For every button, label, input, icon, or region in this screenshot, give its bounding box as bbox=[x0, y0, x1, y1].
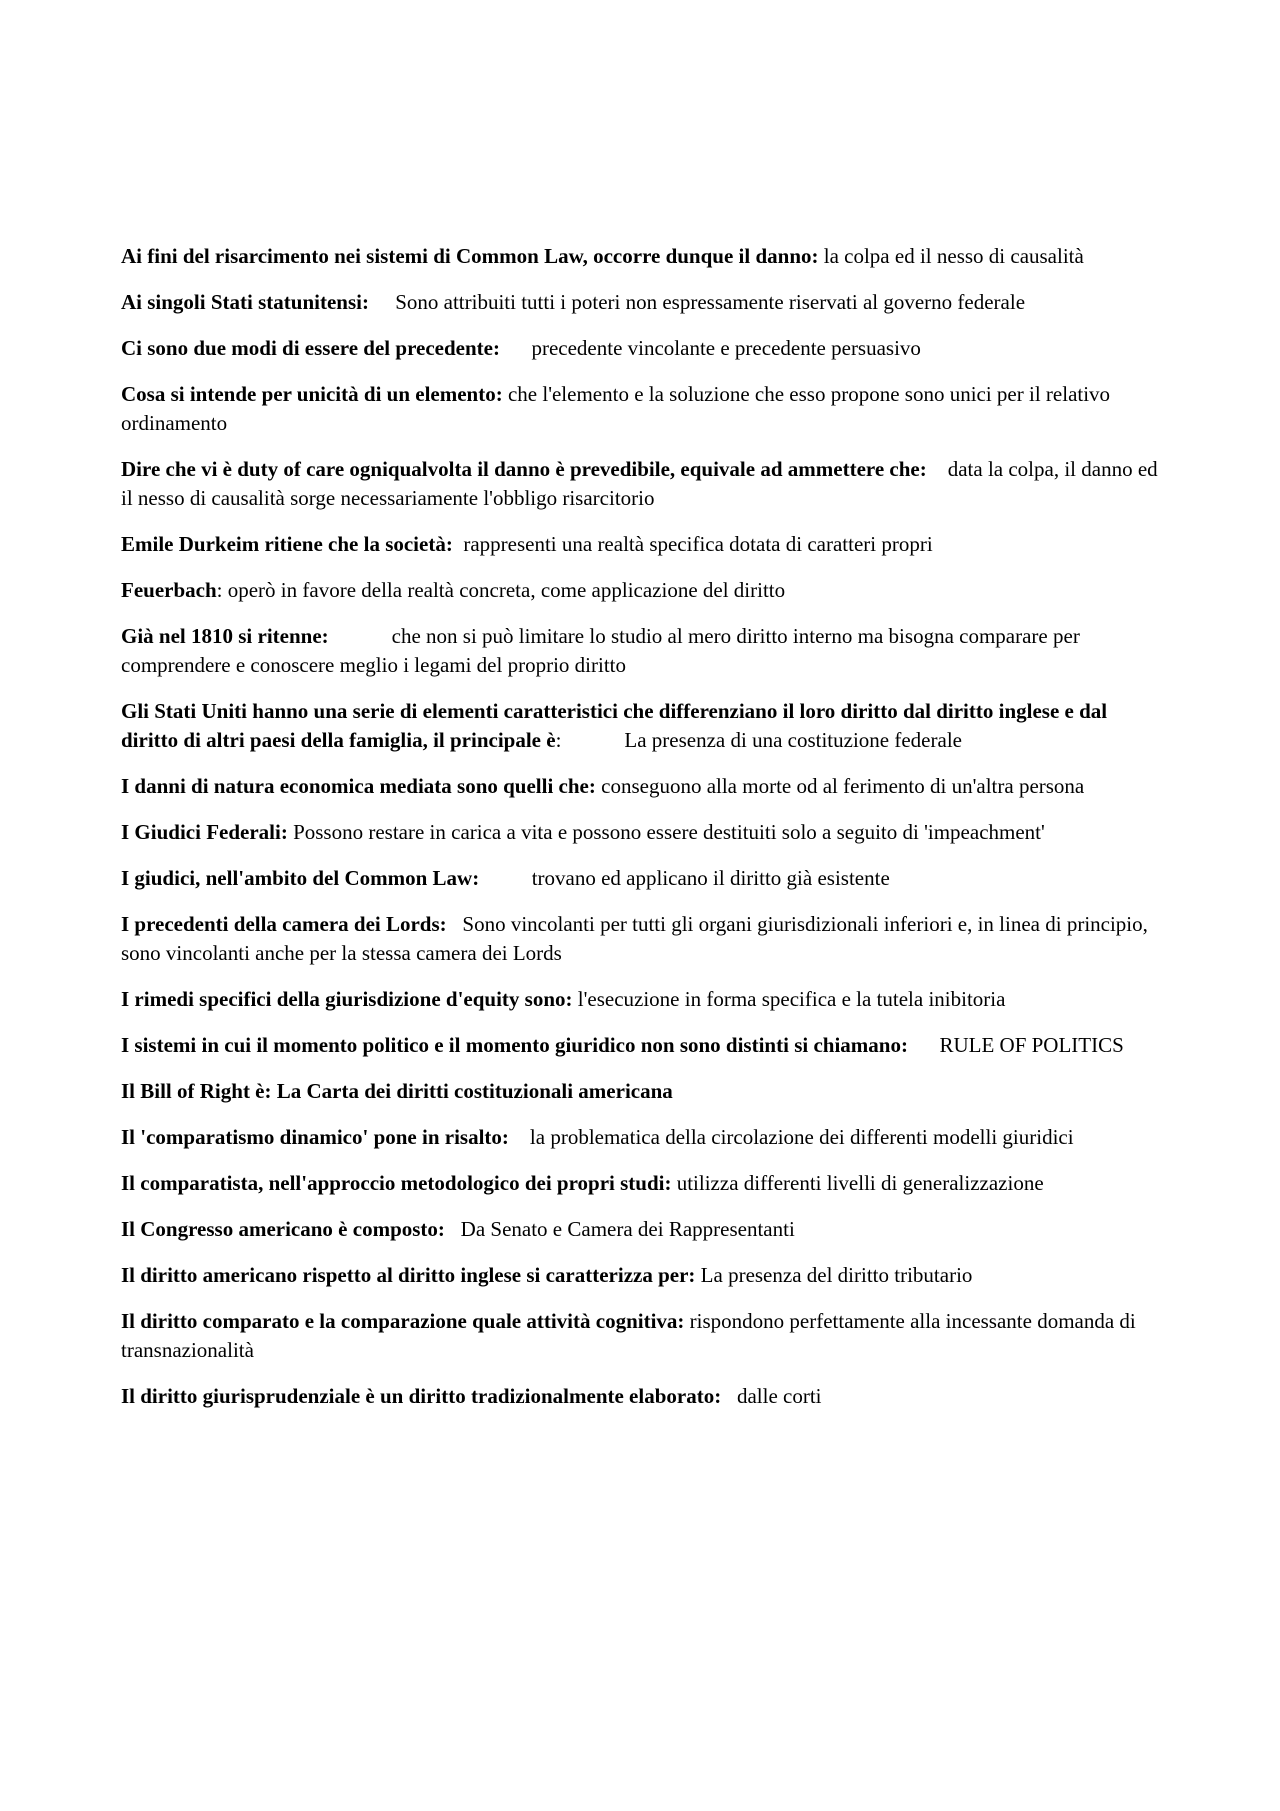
question-text: I rimedi specifici della giurisdizione d'equity sono: bbox=[121, 987, 573, 1011]
qa-entry bbox=[121, 380, 1161, 438]
answer-text: rappresenti una realtà specifica dotata di caratteri propri bbox=[463, 532, 933, 556]
qa-entry bbox=[121, 334, 1161, 363]
answer-text: l'esecuzione in forma specifica e la tutela inibitoria bbox=[577, 987, 1006, 1011]
question-text: I Giudici Federali: bbox=[121, 820, 288, 844]
answer-text: RULE OF POLITICS bbox=[939, 1033, 1124, 1057]
qa-entry bbox=[121, 864, 1161, 893]
separator bbox=[479, 866, 532, 890]
answer-text: la colpa ed il nesso di causalità bbox=[823, 244, 1084, 268]
qa-entry bbox=[121, 985, 1161, 1014]
qa-entry bbox=[121, 697, 1161, 755]
qa-entry bbox=[121, 1169, 1161, 1198]
answer-text: rispondono perfettamente alla incessante domanda di transnazionalità bbox=[121, 1309, 1136, 1362]
question-text: Il diritto giurisprudenziale è un diritto tradizionalmente elaborato: bbox=[121, 1384, 722, 1408]
qa-entry bbox=[121, 242, 1161, 271]
question-text: Già nel 1810 si ritenne: bbox=[121, 624, 329, 648]
qa-entry bbox=[121, 1307, 1161, 1365]
question-text: Dire che vi è duty of care ogniqualvolta il danno è prevedibile, equivale ad ammettere che: bbox=[121, 457, 927, 481]
separator bbox=[927, 457, 948, 481]
answer-text: data la colpa, il danno ed il nesso di causalità sorge necessariamente l'obbligo risarcitorio bbox=[121, 457, 1158, 510]
answer-text: : operò in favore della realtà concreta, come applicazione del diritto bbox=[216, 578, 786, 602]
qa-entry bbox=[121, 455, 1161, 513]
separator bbox=[908, 1033, 940, 1057]
answer-text: : La presenza di una costituzione federale bbox=[555, 728, 962, 752]
answer-text: Sono attribuiti tutti i poteri non espressamente riservati al governo federale bbox=[395, 290, 1026, 314]
answer-text: la problematica della circolazione dei differenti modelli giuridici bbox=[529, 1125, 1074, 1149]
question-text: Il diritto comparato e la comparazione quale attività cognitiva: bbox=[121, 1309, 685, 1333]
qa-entry bbox=[121, 910, 1161, 968]
question-text: Ci sono due modi di essere del precedente: bbox=[121, 336, 500, 360]
question-text: Il comparatista, nell'approccio metodologico dei propri studi: bbox=[121, 1171, 672, 1195]
answer-text: conseguono alla morte od al ferimento di un'altra persona bbox=[601, 774, 1085, 798]
qa-entry bbox=[121, 530, 1161, 559]
qa-entry bbox=[121, 1031, 1161, 1060]
question-text: Emile Durkeim ritiene che la società: bbox=[121, 532, 453, 556]
separator bbox=[509, 1125, 530, 1149]
answer-text: precedente vincolante e precedente persuasivo bbox=[531, 336, 921, 360]
separator bbox=[721, 1384, 737, 1408]
question-text: I giudici, nell'ambito del Common Law: bbox=[121, 866, 480, 890]
answer-text: Possono restare in carica a vita e possono essere destituiti solo a seguito di 'impeachment' bbox=[293, 820, 1045, 844]
answer-text: che non si può limitare lo studio al mero diritto interno ma bisogna comparare per comprendere e conoscere meglio i legami del proprio diritto bbox=[121, 624, 1080, 677]
qa-list bbox=[121, 242, 1161, 1428]
qa-entry bbox=[121, 818, 1161, 847]
question-text: Ai fini del risarcimento nei sistemi di Common Law, occorre dunque il danno: bbox=[121, 244, 819, 268]
question-text: I danni di natura economica mediata sono quelli che: bbox=[121, 774, 596, 798]
question-text: I sistemi in cui il momento politico e il momento giuridico non sono distinti si chiamano: bbox=[121, 1033, 908, 1057]
answer-text: Sono vincolanti per tutti gli organi giurisdizionali inferiori e, in linea di principio, sono vincolanti anche per la stessa camera dei Lords bbox=[121, 912, 1148, 965]
question-text: Il diritto americano rispetto al diritto inglese si caratterizza per: bbox=[121, 1263, 696, 1287]
separator bbox=[445, 1217, 461, 1241]
answer-text: Da Senato e Camera dei Rappresentanti bbox=[460, 1217, 795, 1241]
qa-entry bbox=[121, 1215, 1161, 1244]
question-text: Il Congresso americano è composto: bbox=[121, 1217, 445, 1241]
qa-entry bbox=[121, 772, 1161, 801]
answer-text: La presenza del diritto tributario bbox=[700, 1263, 973, 1287]
qa-entry bbox=[121, 1123, 1161, 1152]
qa-entry bbox=[121, 1077, 1161, 1106]
qa-entry bbox=[121, 576, 1161, 605]
answer-text: che l'elemento e la soluzione che esso propone sono unici per il relativo ordinamento bbox=[121, 382, 1111, 435]
qa-entry bbox=[121, 1261, 1161, 1290]
qa-entry bbox=[121, 288, 1161, 317]
separator bbox=[453, 532, 464, 556]
qa-entry bbox=[121, 622, 1161, 680]
qa-entry bbox=[121, 1382, 1161, 1411]
question-text: I precedenti della camera dei Lords: bbox=[121, 912, 447, 936]
question-text: Il Bill of Right è: La Carta dei diritti costituzionali americana bbox=[121, 1079, 673, 1103]
separator bbox=[500, 336, 532, 360]
answer-text: utilizza differenti livelli di generalizzazione bbox=[676, 1171, 1044, 1195]
separator bbox=[329, 624, 392, 648]
answer-text: trovano ed applicano il diritto già esistente bbox=[531, 866, 890, 890]
separator bbox=[369, 290, 395, 314]
separator bbox=[447, 912, 463, 936]
question-text: Ai singoli Stati statunitensi: bbox=[121, 290, 369, 314]
answer-text: dalle corti bbox=[736, 1384, 822, 1408]
question-text: Feuerbach bbox=[121, 578, 217, 602]
question-text: Gli Stati Uniti hanno una serie di elementi caratteristici che differenziano il loro diritto dal diritto inglese e dal diritto di altri paesi della famiglia, il principale è bbox=[121, 699, 1108, 752]
question-text: Il 'comparatismo dinamico' pone in risalto: bbox=[121, 1125, 509, 1149]
question-text: Cosa si intende per unicità di un elemento: bbox=[121, 382, 503, 406]
